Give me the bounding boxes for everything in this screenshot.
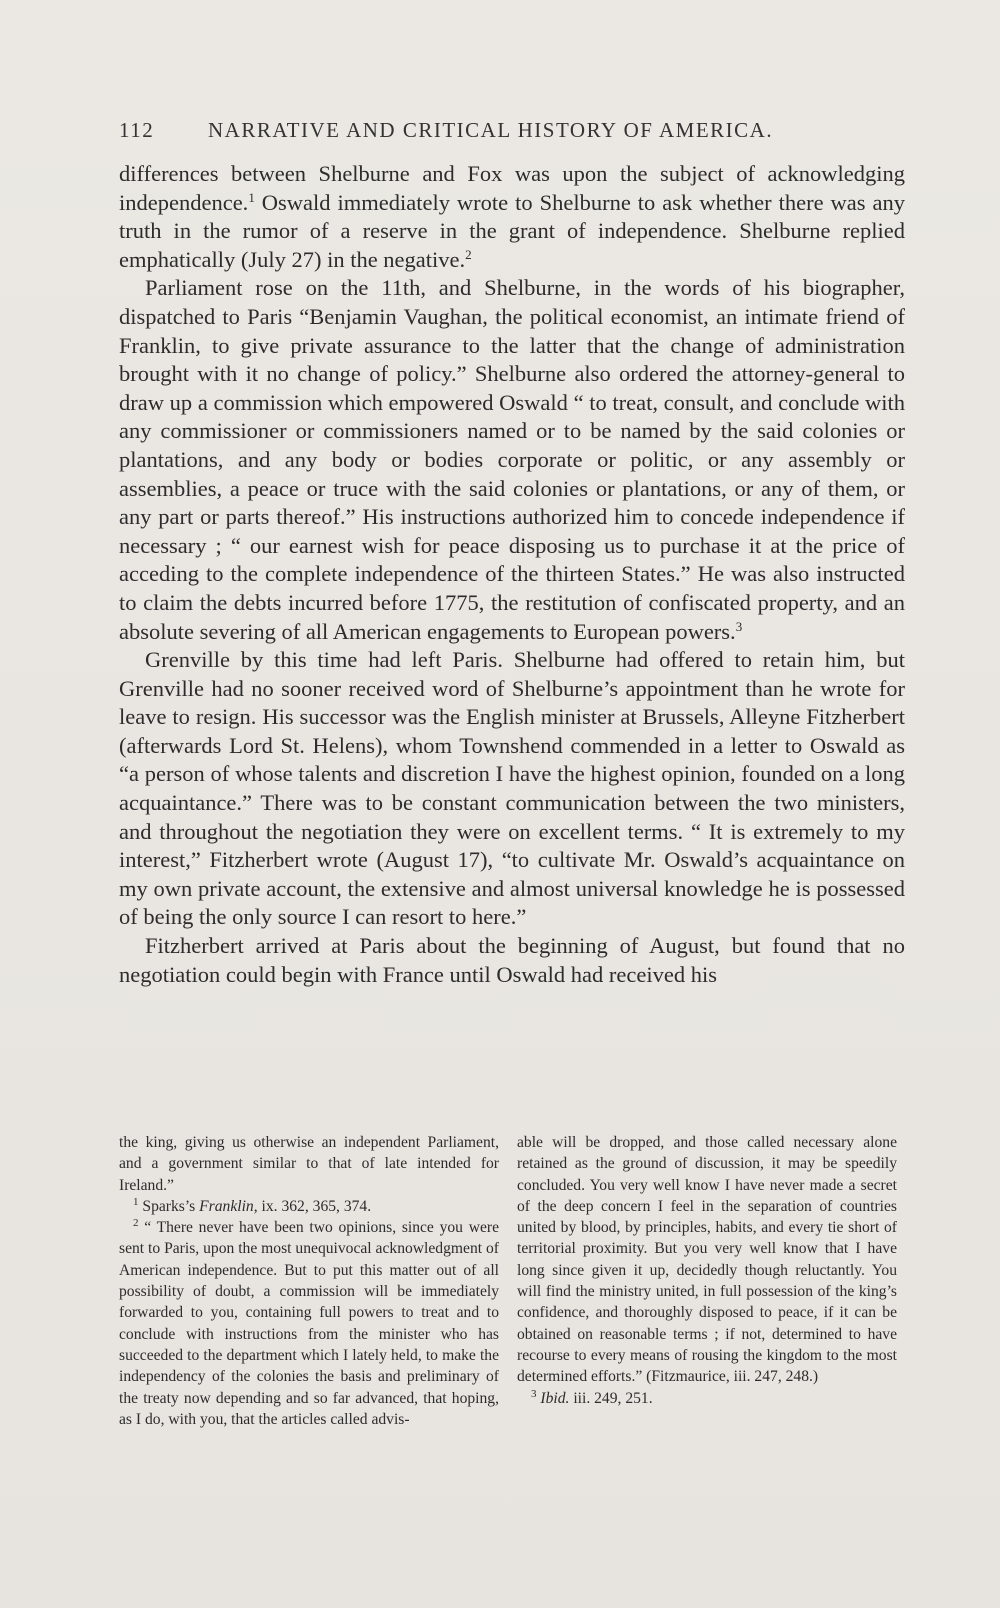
footnote-title: Ibid.: [540, 1389, 570, 1407]
footnote-3: [517, 1388, 897, 1409]
page-number: 112: [119, 118, 155, 142]
paragraph: Grenville by this time had left Paris. Shelburne had offered to retain him, but Grenville had no sooner received word of Shelburne’s appointment than he wrote for leave to resign. His successor was the English minister at Brussels, Alleyne Fitzherbert (afterwards Lord St. Helens), whom Townshend commended in a letter to Oswald as “a person of whose talents and discretion I have the highest opinion, founded on a long acquaintance.” There was to be constant communication between the two ministers, and throughout the negotiation they were on excellent terms. “ It is extremely to my interest,” Fitzherbert wrote (August 17), “to cultivate Mr. Oswald’s acquaintance on my own private account, the extensive and almost universal knowledge he is possessed of being the only source I can resort to here.”: [119, 647, 905, 930]
paragraph-text: Parliament rose on the 11th, and Shelburne, in the words of his biographer, dispatched to Paris “Benjamin Vaughan, the political economist, an intimate friend of Franklin, to give private assurance to the latter that the change of administration brought with it no change of policy.” Shelburne also ordered the attorney-general to draw up a commission which empowered Oswald “ to treat, consult, and conclude with any commissioner or commissioners named or to be named by the said colonies or plantations, and any body or bodies corporate or politic, or any assembly or assemblies, a peace or truce with the said colonies or plantations, or any of them, or any part or parts thereof.” His instructions authorized him to concede independence if necessary ; “ our earnest wish for peace disposing us to purchase it at the price of acceding to the complete independence of the thirteen States.” He was also instructed to claim the debts incurred before 1775, the restitution of confiscated property, and an absolute severing of all American engagements to European powers.: [119, 275, 905, 644]
page-header: [119, 114, 803, 146]
paragraph: [119, 274, 905, 646]
footnote-2-continued: able will be dropped, and those called necessary alone retained as the ground of discussion, it may be speedily concluded. You very well know I have never made a secret of the deep concern I feel in the separation of countries united by blood, by principles, habits, and every tie short of territorial proximity. But you very well know that I have long since given it up, decidedly though reluctantly. You will find the ministry united, in full possession of the king’s confidence, and thoroughly disposed to peace, if it can be obtained on reasonable terms ; if not, determined to have recourse to every means of rousing the kingdom to the most determined efforts.” (Fitzmaurice, iii. 247, 248.): [517, 1134, 897, 1386]
main-text: [119, 160, 905, 989]
footnote-ref: 3: [735, 618, 743, 634]
footnote-marker: 1: [133, 1195, 139, 1208]
footnote-column-right: [517, 1132, 897, 1409]
footnote-1: [119, 1196, 499, 1217]
footnote-marker: 2: [133, 1217, 139, 1230]
footnote-title: Franklin: [199, 1197, 254, 1215]
paragraph-text: Oswald immediately wrote to Shelburne to ask whether there was any truth in the rumor of a reserve in the grant of independence. Shelburne replied emphatically (July 27) in the negative.: [119, 189, 905, 272]
footnote-text: Sparks’s: [142, 1197, 200, 1215]
footnote-text: “ There never have been two opinions, since you were sent to Paris, upon the most unequivocal acknowledgment of American independence. But to put this matter out of all possibility of doubt, a commission will be immediately forwarded to you, containing full powers to treat and to conclude with instructions from the minister who has succeeded to the department which I lately held, to make the independency of the colonies the basis and preliminary of the treaty now depending and so far advanced, that hoping, as I do, with you, that the articles called advis-: [119, 1219, 499, 1428]
footnote-marker: 3: [531, 1387, 537, 1400]
footnote-text: , ix. 362, 365, 374.: [253, 1197, 372, 1215]
paragraph: Fitzherbert arrived at Paris about the beginning of August, but found that no negotiation could begin with France until Oswald had received his: [119, 933, 905, 987]
footnote-continued: the king, giving us otherwise an independent Parliament, and a government similar to that of late intended for Ireland.”: [119, 1134, 499, 1194]
footnote-text: iii. 249, 251.: [569, 1389, 653, 1407]
footnote-2: [119, 1217, 499, 1430]
footnote-ref: 1: [248, 189, 255, 205]
running-title: NARRATIVE AND CRITICAL HISTORY OF AMERICA.: [208, 118, 774, 142]
paragraph-text: differences between Shelburne and Fox was upon the subject of acknowledging independence.: [119, 161, 905, 215]
footnote-ref: 2: [465, 246, 472, 262]
paragraph: [119, 160, 905, 274]
footnote-column-left: [119, 1132, 499, 1430]
